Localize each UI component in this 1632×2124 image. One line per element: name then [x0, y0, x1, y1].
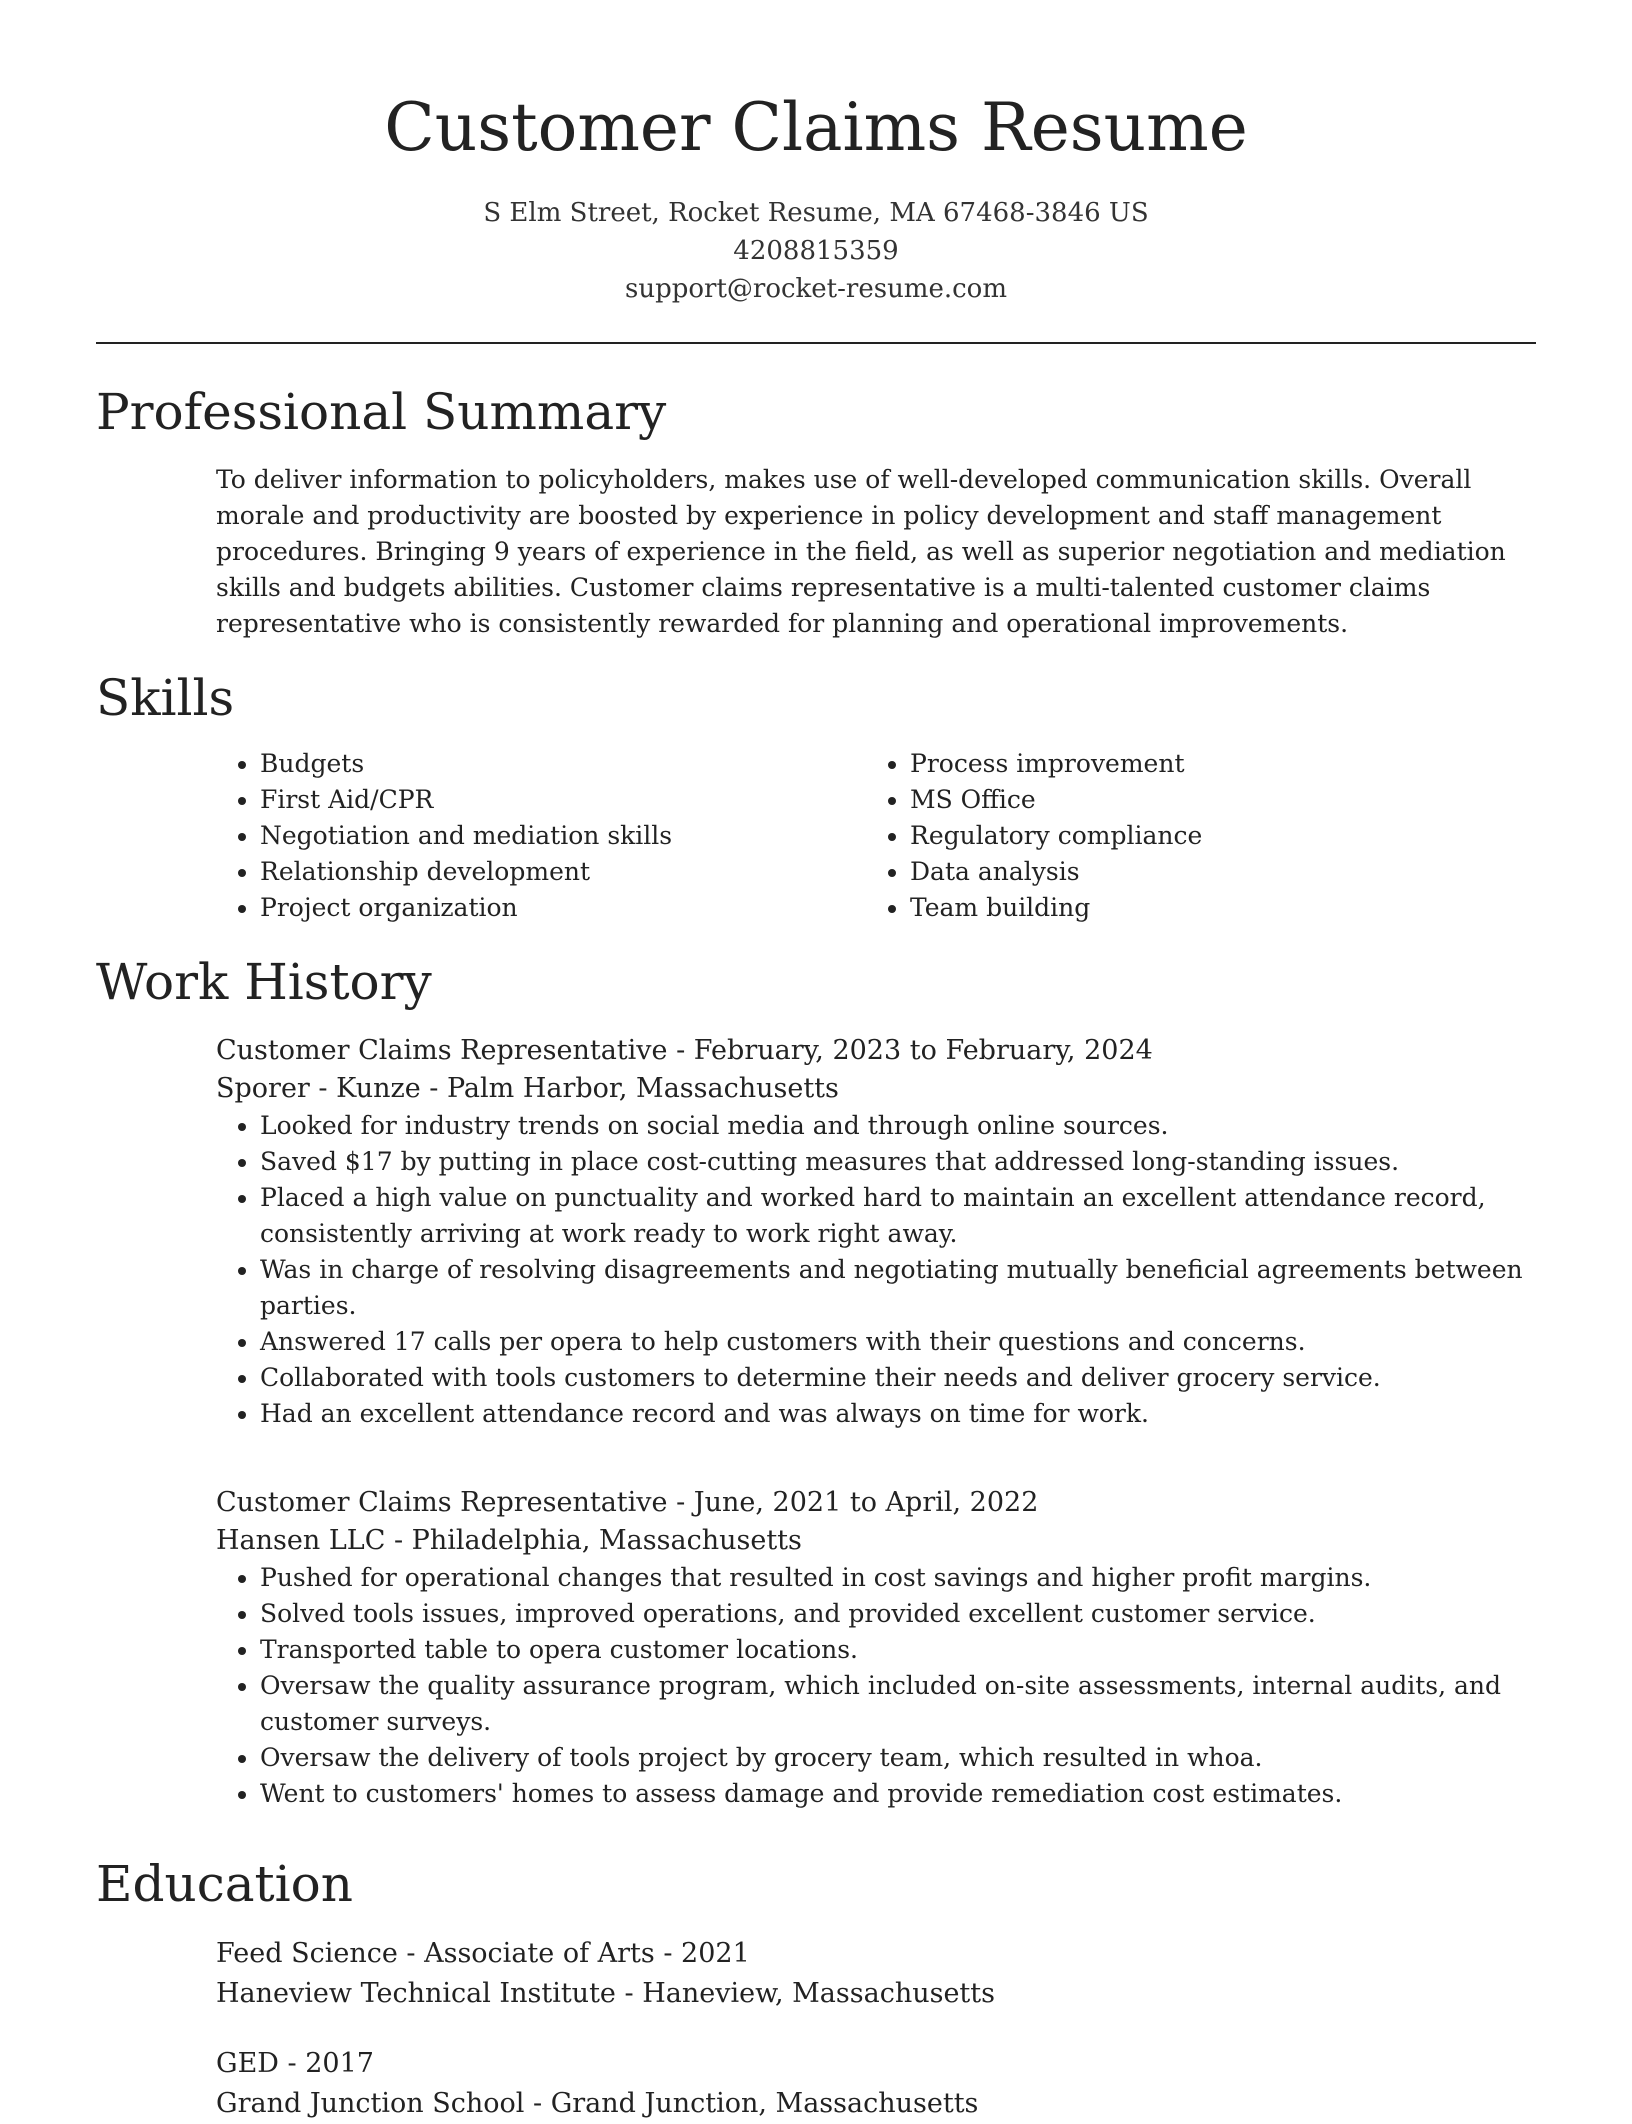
job-bullets — [216, 1108, 1536, 1432]
education-entry-1 — [216, 1934, 1536, 2014]
skills-list-left — [216, 746, 866, 926]
job-company: Sporer - Kunze — [216, 1073, 421, 1104]
education-degree: Feed Science - Associate of Arts - 2021 — [216, 1938, 750, 1969]
summary-text: To deliver information to policyholders, makes use of well-developed communication skills. Overall morale and productivity are boosted by experience in policy development and staff management procedures. Bringing 9 years of experience in the field, as well as superior negotiation and mediation skills and budgets abilities. Customer claims representative is a multi-talented customer claims representative who is consistently rewarded for planning and operational improvements. — [216, 465, 1506, 638]
resume-header — [0, 0, 1632, 308]
work-heading: Work History — [96, 953, 432, 1011]
job-header — [216, 1032, 1536, 1108]
job-bullet: • Collaborated with tools customers to determine their needs and deliver grocery service. — [260, 1360, 1536, 1396]
skill-item: • Regulatory compliance — [910, 818, 1516, 854]
job-bullet: • Answered 17 calls per opera to help customers with their questions and concerns. — [260, 1324, 1536, 1360]
job-title: Customer Claims Representative — [216, 1487, 668, 1518]
skill-item: • Project organization — [260, 890, 866, 926]
summary-section — [216, 462, 1536, 642]
contact-address: S Elm Street, Rocket Resume, MA 67468-3846 US — [483, 198, 1149, 228]
education-school: Haneview Technical Institute — [216, 1978, 616, 2009]
education-degree: GED - 2017 — [216, 2048, 374, 2079]
skill-item: • Team building — [910, 890, 1516, 926]
job-company: Hansen LLC — [216, 1525, 386, 1556]
job-header — [216, 1484, 1536, 1560]
job-entry-1 — [216, 1032, 1536, 1432]
job-entry-2 — [216, 1484, 1536, 1812]
skill-item: • Negotiation and mediation skills — [260, 818, 866, 854]
contact-info — [0, 194, 1632, 308]
skills-list-right — [866, 746, 1516, 926]
job-location: - Philadelphia, Massachusetts — [385, 1525, 802, 1556]
job-bullet: • Transported table to opera customer locations. — [260, 1632, 1536, 1668]
job-dates: - February, 2023 to February, 2024 — [667, 1035, 1153, 1066]
job-title: Customer Claims Representative — [216, 1035, 668, 1066]
education-school: Grand Junction School — [216, 2088, 525, 2119]
skill-item: • Relationship development — [260, 854, 866, 890]
job-bullets — [216, 1560, 1536, 1812]
skills-section — [216, 746, 1536, 926]
summary-heading: Professional Summary — [96, 383, 667, 441]
education-location: - Grand Junction, Massachusetts — [524, 2088, 979, 2119]
job-bullet: • Was in charge of resolving disagreements and negotiating mutually beneficial agreements between parties. — [260, 1252, 1536, 1324]
education-location: - Haneview, Massachusetts — [615, 1978, 995, 2009]
job-bullet: • Oversaw the quality assurance program, which included on-site assessments, internal audits, and customer surveys. — [260, 1668, 1536, 1740]
skill-item: • Budgets — [260, 746, 866, 782]
job-bullet: • Went to customers' homes to assess damage and provide remediation cost estimates. — [260, 1776, 1536, 1812]
skill-item: • MS Office — [910, 782, 1516, 818]
education-entry-2 — [216, 2044, 1536, 2124]
job-location: - Palm Harbor, Massachusetts — [420, 1073, 839, 1104]
job-bullet: • Oversaw the delivery of tools project by grocery team, which resulted in whoa. — [260, 1740, 1536, 1776]
header-divider — [96, 342, 1536, 344]
job-dates: - June, 2021 to April, 2022 — [667, 1487, 1039, 1518]
skill-item: • First Aid/CPR — [260, 782, 866, 818]
resume-title: Customer Claims Resume — [384, 89, 1248, 166]
skill-item: • Data analysis — [910, 854, 1516, 890]
skills-heading: Skills — [96, 669, 235, 727]
education-heading: Education — [96, 1855, 353, 1913]
job-bullet: • Looked for industry trends on social media and through online sources. — [260, 1108, 1536, 1144]
job-bullet: • Placed a high value on punctuality and worked hard to maintain an excellent attendance record, consistently arriving at work ready to work right away. — [260, 1180, 1536, 1252]
contact-phone: 4208815359 — [733, 236, 899, 266]
skill-item: • Process improvement — [910, 746, 1516, 782]
contact-email: support@rocket-resume.com — [624, 274, 1007, 304]
job-bullet: • Had an excellent attendance record and was always on time for work. — [260, 1396, 1536, 1432]
job-bullet: • Pushed for operational changes that resulted in cost savings and higher profit margins. — [260, 1560, 1536, 1596]
job-bullet: • Solved tools issues, improved operations, and provided excellent customer service. — [260, 1596, 1536, 1632]
job-bullet: • Saved $17 by putting in place cost-cutting measures that addressed long-standing issues. — [260, 1144, 1536, 1180]
